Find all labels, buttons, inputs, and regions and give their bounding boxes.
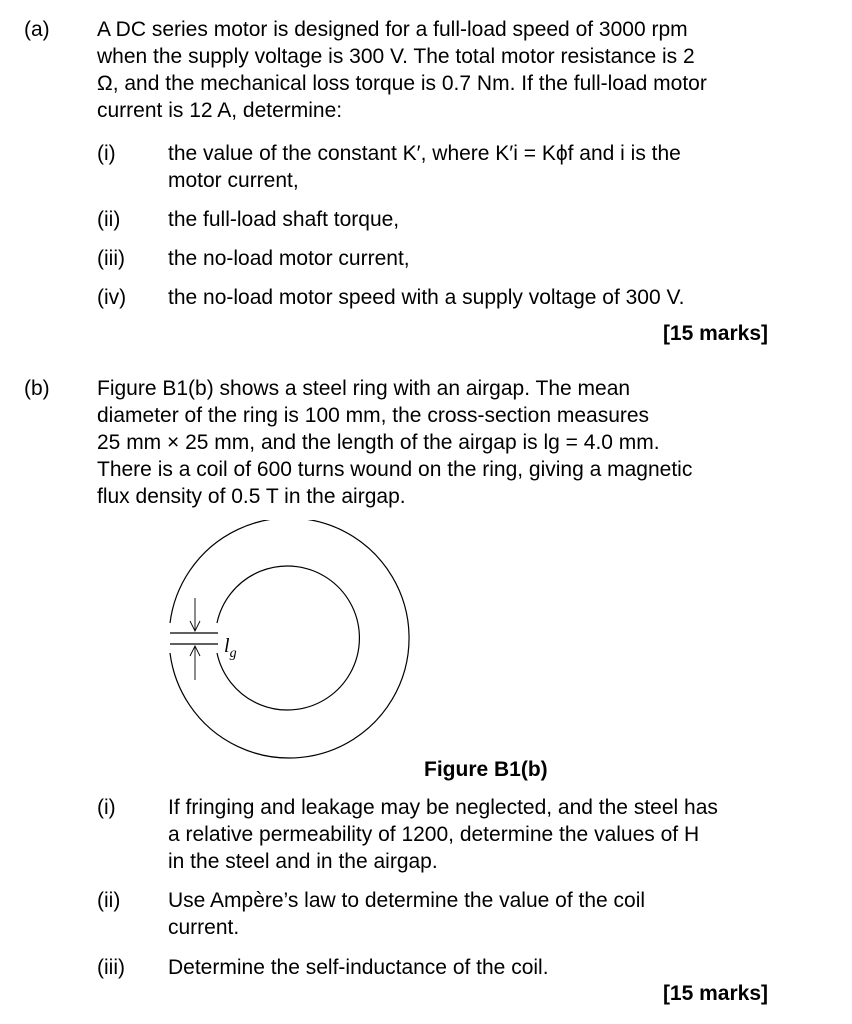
part-a-intro-line: when the supply voltage is 300 V. The total motor resistance is 2 bbox=[97, 45, 695, 68]
part-b-item-line: Determine the self-inductance of the coil. bbox=[168, 956, 549, 979]
part-b-item-line: Use Ampère’s law to determine the value of the coil bbox=[168, 889, 646, 912]
part-b-intro-line: flux density of 0.5 T in the airgap. bbox=[97, 485, 406, 508]
part-b-item-line: If fringing and leakage may be neglected, and the steel has bbox=[168, 796, 718, 819]
airgap-label-symbol: l bbox=[224, 635, 230, 657]
part-b-item-line: current. bbox=[168, 916, 240, 939]
steel-ring-figure bbox=[160, 520, 440, 780]
part-b-item-num: (iii) bbox=[97, 956, 125, 979]
part-b-item-num: (ii) bbox=[97, 889, 121, 912]
part-a-intro bbox=[97, 16, 769, 124]
part-a-item-line: motor current, bbox=[168, 169, 299, 192]
part-a-item-line: the full-load shaft torque, bbox=[168, 208, 400, 231]
part-b-marks: [15 marks] bbox=[662, 982, 768, 1005]
part-a-intro-line: A DC series motor is designed for a full-load speed of 3000 rpm bbox=[97, 18, 688, 41]
part-b-intro-line: There is a coil of 600 turns wound on the ring, giving a magnetic bbox=[97, 458, 693, 481]
part-a-item-num: (ii) bbox=[97, 208, 121, 231]
part-a-item-line: the no-load motor speed with a supply voltage of 300 V. bbox=[168, 286, 685, 309]
ring-outer-edge bbox=[170, 520, 409, 758]
part-a-label: (a) bbox=[24, 18, 50, 41]
part-b-intro-line: 25 mm × 25 mm, and the length of the airgap is lg = 4.0 mm. bbox=[97, 431, 660, 454]
part-a-intro-line: Ω, and the mechanical loss torque is 0.7 Nm. If the full-load motor bbox=[97, 72, 707, 95]
part-a-item bbox=[168, 140, 768, 194]
part-b-item-line: a relative permeability of 1200, determine the values of H bbox=[168, 823, 700, 846]
part-b-item-line: in the steel and in the airgap. bbox=[168, 850, 438, 873]
part-a-intro-line: current is 12 A, determine: bbox=[97, 99, 343, 122]
part-a-marks: [15 marks] bbox=[662, 322, 768, 345]
part-b-item-num: (i) bbox=[97, 796, 116, 819]
airgap-length-label bbox=[224, 635, 237, 661]
part-a-item-line: the no-load motor current, bbox=[168, 247, 410, 270]
figure-caption: Figure B1(b) bbox=[424, 758, 548, 781]
part-a-item-num: (i) bbox=[97, 142, 116, 165]
part-a-item-num: (iii) bbox=[97, 247, 125, 270]
airgap-label-subscript: g bbox=[229, 646, 237, 661]
part-b-intro-line: diameter of the ring is 100 mm, the cross-section measures bbox=[97, 404, 650, 427]
part-b-intro-line: Figure B1(b) shows a steel ring with an airgap. The mean bbox=[97, 377, 631, 400]
part-b-intro bbox=[97, 375, 769, 510]
part-a-item-line: the value of the constant K′, where K′i = Kϕf and i is the bbox=[168, 142, 681, 165]
part-b-label: (b) bbox=[24, 377, 50, 400]
part-b-item bbox=[168, 887, 768, 941]
ring-inner-edge bbox=[217, 566, 359, 710]
part-a-item-num: (iv) bbox=[97, 286, 127, 309]
part-b-item bbox=[168, 794, 768, 875]
